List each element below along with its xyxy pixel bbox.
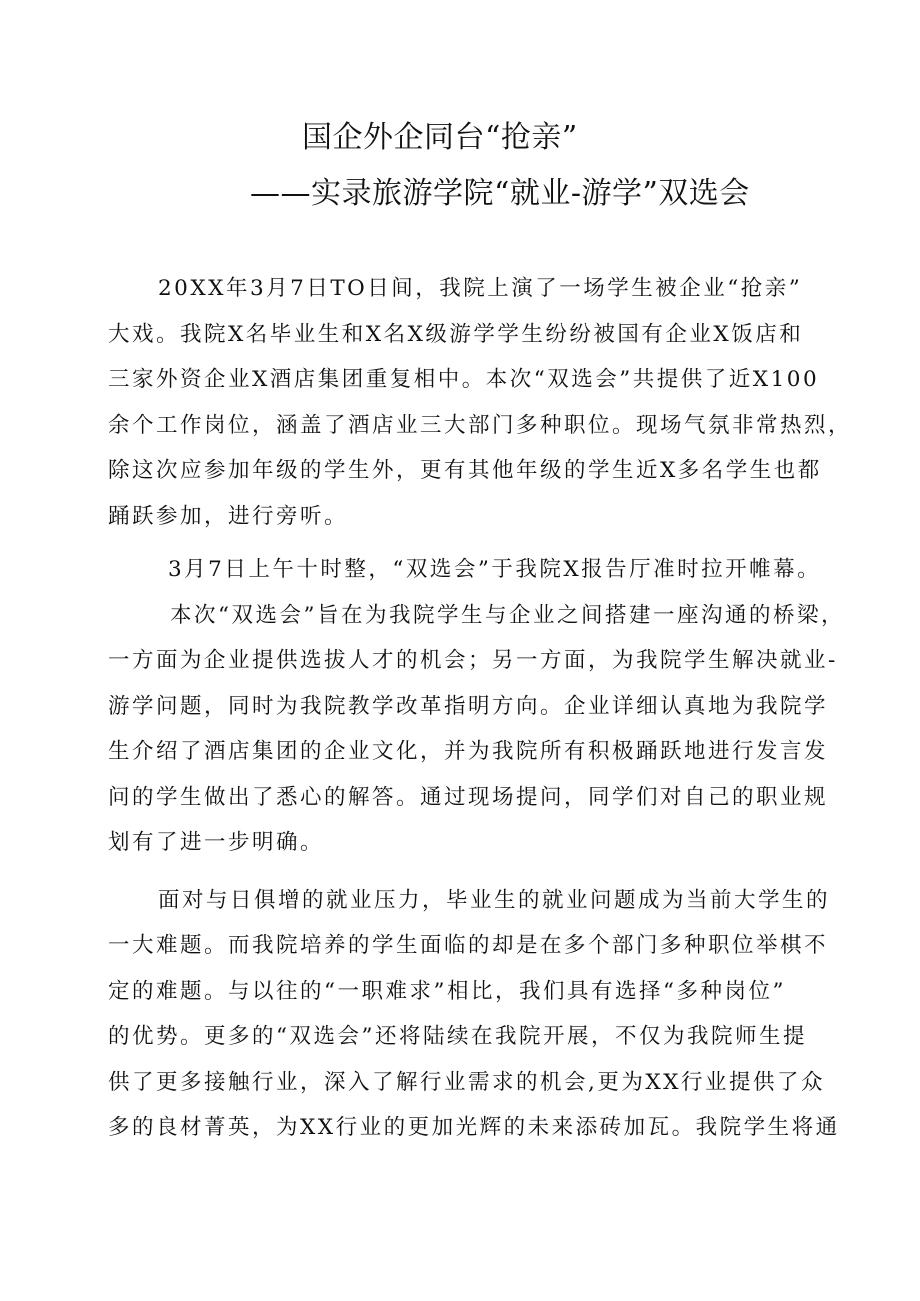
paragraph-line: 多的良材菁英，为XX行业的更加光辉的未来添砖加瓦。我院学生将通 [108,1115,840,1140]
paragraph-3 [108,593,845,866]
paragraph-line: 问的学生做出了悉心的解答。通过现场提问，同学们对自己的职业规 [108,784,829,810]
paragraph-line: 的优势。更多的“双选会”还将陆续在我院开展，不仅为我院师生提 [108,1024,807,1049]
paragraph-line: 生介绍了酒店集团的企业文化，并为我院所有积极踊跃地进行发言发 [108,739,829,764]
paragraph-line: 供了更多接触行业，深入了解行业需求的机会,更为XX行业提供了众 [108,1069,825,1095]
paragraph-line: 划有了进一步明确。 [108,830,325,855]
paragraph-line: 游学问题，同时为我院教学改革指明方向。企业详细认真地为我院学 [108,693,829,719]
paragraph-2 [108,547,820,593]
paragraph-line: 20XX年3月7日TO日间，我院上演了一场学生被企业“抢亲” [158,276,803,301]
paragraph-line: 除这次应参加年级的学生外，更有其他年级的学生近X多名学生也都 [108,458,822,483]
paragraph-line: 本次“双选会”旨在为我院学生与企业之间搭建一座沟通的桥梁， [170,602,845,628]
paragraph-line: 余个工作岗位，涵盖了酒店业三大部门多种职位。现场气氛非常热烈， [108,412,853,438]
paragraph-line: 一方面为企业提供选拔人才的机会；另一方面，为我院学生解决就业- [108,648,838,673]
document-subtitle: ——实录旅游学院“就业-游学”双选会 [250,176,750,211]
paragraph-line: 三家外资企业X酒店集团重复相中。本次“双选会”共提供了近X100 [108,367,820,392]
paragraph-4 [108,878,840,1151]
paragraph-line: 踊跃参加，进行旁听。 [108,503,349,529]
paragraph-line: 一大难题。而我院培养的学生面临的却是在多个部门多种职位举棋不 [108,933,829,958]
paragraph-1 [108,266,853,539]
paragraph-line: 定的难题。与以往的“一职难求”相比，我们具有选择“多种岗位” [108,978,786,1004]
document-title: 国企外企同台“抢亲” [302,120,578,155]
paragraph-line: 大戏。我院X名毕业生和X名X级游学学生纷纷被国有企业X饭店和 [108,321,804,347]
paragraph-line: 面对与日俱增的就业压力，毕业生的就业问题成为当前大学生的 [158,887,831,913]
paragraph-line: 3月7日上午十时整，“双选会”于我院X报告厅准时拉开帷幕。 [168,557,822,582]
article-body [108,266,853,1151]
